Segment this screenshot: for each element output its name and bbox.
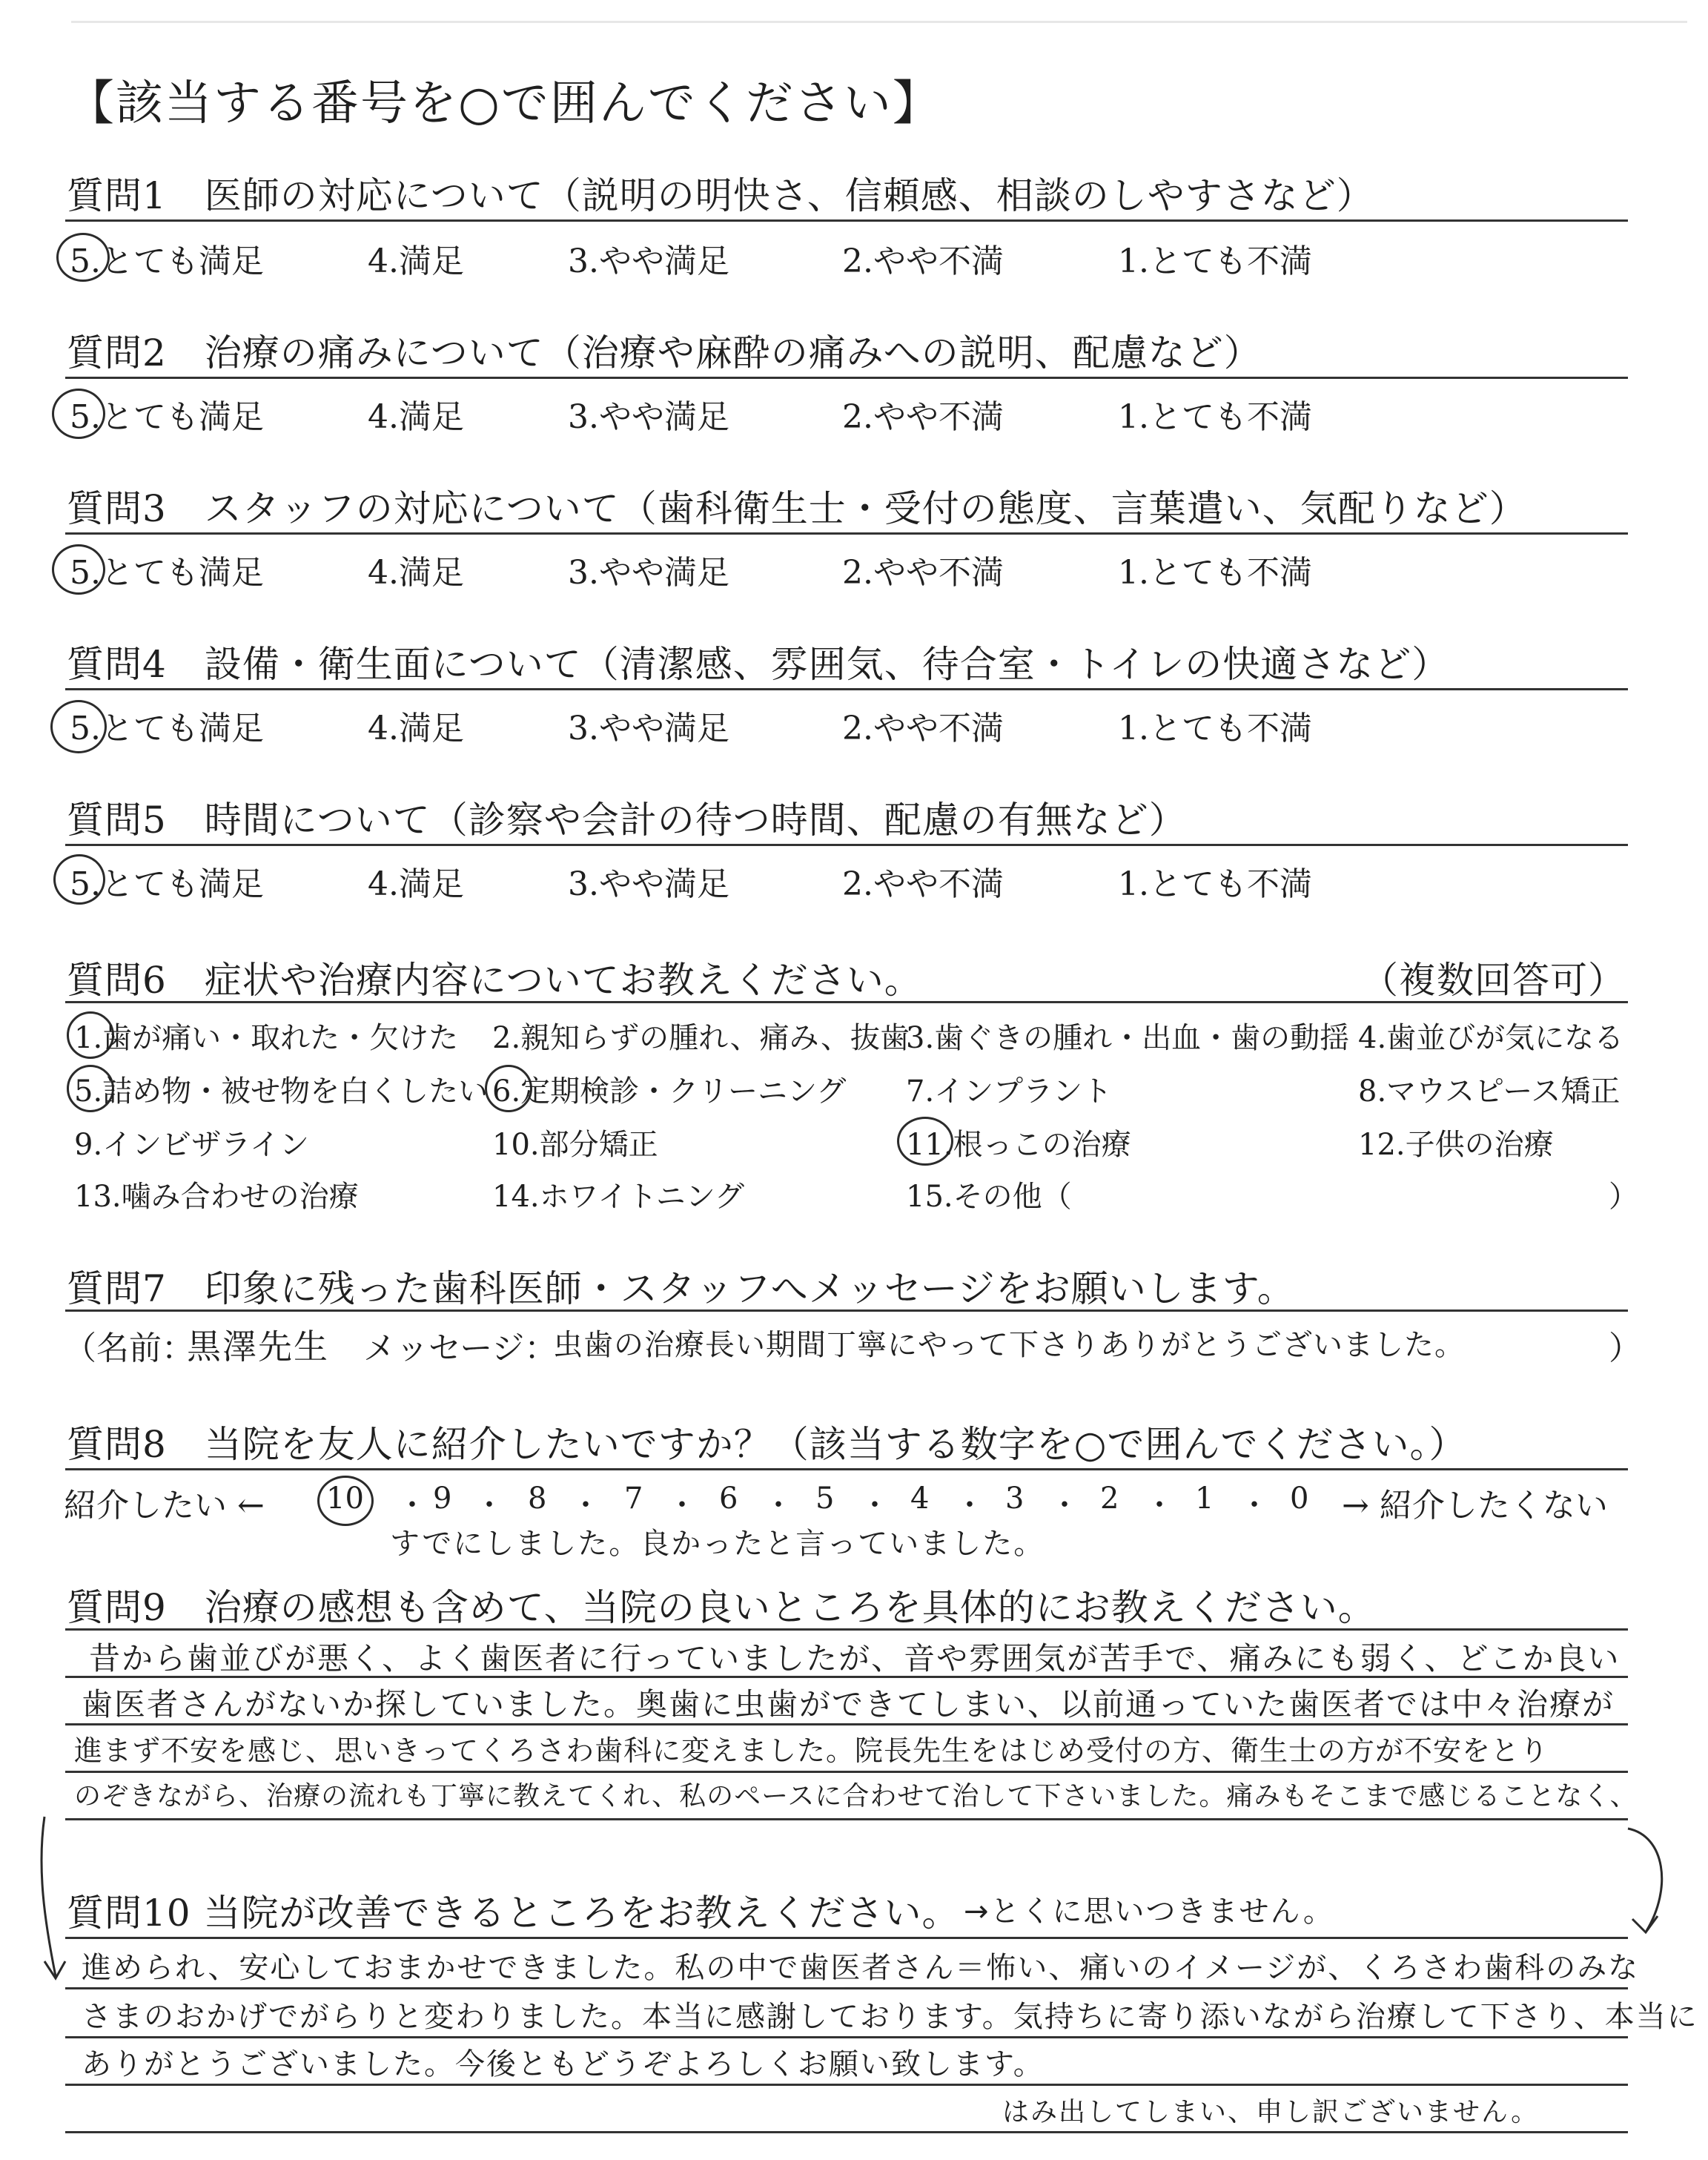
question-4-title: 質問4 設備・衛生面について（清潔感、雰囲気、待合室・トイレの快適さなど） [67, 643, 1450, 686]
question-2-rule [65, 377, 1628, 379]
question-2-title: 質問2 治療の痛みについて（治療や麻酔の痛みへの説明、配慮など） [67, 331, 1262, 374]
q7-close-paren: ） [1609, 1330, 1641, 1367]
continuation-arrow-right [1621, 1821, 1687, 1940]
q4-option-2[interactable]: 2.やや不満 [842, 710, 1004, 747]
q5-option-3[interactable]: 3.やや満足 [568, 865, 729, 903]
question-10-rule [65, 1937, 1628, 1939]
question-9-title: 質問9 治療の感想も含めて、当院の良いところを具体的にお教えください。 [67, 1586, 1376, 1629]
q6-option-9[interactable]: 9.インビザライン [74, 1128, 309, 1162]
q6-option-12[interactable]: 12.子供の治療 [1358, 1128, 1554, 1162]
question-3-title: 質問3 スタッフの対応について（歯科衛生士・受付の態度、言葉遣い、気配りなど） [67, 487, 1527, 530]
q4-option-4[interactable]: 4.満足 [368, 710, 464, 747]
q9-answer-line-1[interactable]: 昔から歯並びが悪く、よく歯医者に行っていましたが、音や雰囲気が苦手で、痛みにも弱く、どこか良い [89, 1640, 1621, 1677]
q8-scale-sep: ・ [397, 1488, 427, 1522]
q8-scale-8[interactable]: 8 [528, 1482, 547, 1516]
q5-option-5[interactable]: 5.とても満足 [70, 865, 264, 903]
q5-option-1[interactable]: 1.とても不満 [1118, 865, 1312, 903]
q9-continued-line-1[interactable]: 進められ、安心しておまかせできました。私の中で歯医者さん＝怖い、痛いのイメージが、くろさわ歯科のみな [82, 1951, 1640, 1985]
q8-scale-5[interactable]: 5 [815, 1482, 835, 1516]
q10-answer-rule [65, 2084, 1628, 2086]
q2-option-5[interactable]: 5.とても満足 [70, 398, 264, 436]
q8-scale-sep: ・ [1239, 1488, 1269, 1522]
q8-scale-3[interactable]: 3 [1005, 1482, 1025, 1516]
q1-option-1[interactable]: 1.とても不満 [1118, 242, 1312, 280]
q7-name-value[interactable]: 黒澤先生 [187, 1327, 329, 1367]
q9-continued-line-3[interactable]: ありがとうございました。今後ともどうぞよろしくお願い致します。 [82, 2047, 1045, 2081]
q1-option-2[interactable]: 2.やや不満 [842, 242, 1004, 280]
page-title: 【該当する番号を○で囲んでください】 [67, 76, 941, 131]
q6-option-2[interactable]: 2.親知らずの腫れ、痛み、抜歯 [492, 1021, 910, 1055]
q3-option-1[interactable]: 1.とても不満 [1118, 554, 1312, 592]
q8-scale-sep: ・ [571, 1488, 600, 1522]
q10-answer-rule [65, 2131, 1628, 2133]
q6-option-7[interactable]: 7.インプラント [906, 1074, 1113, 1109]
q10-answer[interactable]: →とくに思いつきません。 [964, 1895, 1334, 1929]
q9-answer-rule [65, 1818, 1628, 1820]
q3-option-5[interactable]: 5.とても満足 [70, 554, 264, 592]
q8-scale-sep: ・ [1050, 1488, 1079, 1522]
q8-scale-4[interactable]: 4 [910, 1482, 930, 1516]
q8-comment[interactable]: すでにしました。良かったと言っていました。 [390, 1527, 1045, 1561]
q4-option-1[interactable]: 1.とても不満 [1118, 710, 1312, 747]
q7-message-label: メッセージ： [363, 1330, 557, 1367]
q8-scale-6[interactable]: 6 [719, 1482, 738, 1516]
q9-answer-rule [65, 1771, 1628, 1773]
q9-answer-line-2[interactable]: 歯医者さんがないか探していました。奥歯に虫歯ができてしまい、以前通っていた歯医者では中々治療が [82, 1686, 1615, 1723]
question-8-title: 質問8 当院を友人に紹介したいですか？（該当する数字を○で囲んでください。） [67, 1423, 1467, 1466]
question-8-rule [65, 1468, 1628, 1470]
q6-option-6[interactable]: 6.定期検診・クリーニング [492, 1074, 847, 1109]
apology-note: はみ出してしまい、申し訳ございません。 [1002, 2097, 1540, 2127]
q4-option-3[interactable]: 3.やや満足 [568, 710, 729, 747]
q8-right-label: → 紹介したくない [1342, 1487, 1608, 1525]
question-1-rule [65, 219, 1628, 222]
q2-option-4[interactable]: 4.満足 [368, 398, 464, 436]
q5-option-4[interactable]: 4.満足 [368, 865, 464, 903]
q6-option-10[interactable]: 10.部分矯正 [492, 1128, 658, 1162]
q8-scale-sep: ・ [955, 1488, 984, 1522]
question-6-title: 質問6 症状や治療内容についてお教えください。 [67, 959, 922, 1002]
q3-option-4[interactable]: 4.満足 [368, 554, 464, 592]
q2-option-3[interactable]: 3.やや満足 [568, 398, 729, 436]
question-9-rule [65, 1628, 1628, 1631]
q8-scale-sep: ・ [667, 1488, 697, 1522]
q8-scale-sep: ・ [764, 1488, 793, 1522]
question-6-rule [65, 1001, 1628, 1003]
q1-option-4[interactable]: 4.満足 [368, 242, 464, 280]
q8-scale-9[interactable]: 9 [433, 1482, 452, 1516]
q6-other-close-paren: ） [1609, 1180, 1638, 1214]
q10-answer-rule [65, 1987, 1628, 1989]
q3-option-2[interactable]: 2.やや不満 [842, 554, 1004, 592]
q6-option-11[interactable]: 11.根っこの治療 [906, 1128, 1131, 1162]
q7-name-label: （名前： [64, 1330, 194, 1367]
q6-option-8[interactable]: 8.マウスピース矯正 [1358, 1074, 1621, 1109]
q8-scale-2[interactable]: 2 [1100, 1482, 1119, 1516]
q7-message-value[interactable]: 虫歯の治療長い期間丁寧にやって下さりありがとうございました。 [553, 1328, 1465, 1362]
q8-scale-7[interactable]: 7 [624, 1482, 643, 1516]
q2-option-1[interactable]: 1.とても不満 [1118, 398, 1312, 436]
q9-answer-rule [65, 1723, 1628, 1725]
q8-left-label: 紹介したい ← [64, 1487, 265, 1525]
q3-option-3[interactable]: 3.やや満足 [568, 554, 729, 592]
q8-scale-0[interactable]: 0 [1290, 1482, 1309, 1516]
q8-scale-10[interactable]: 10 [326, 1482, 364, 1516]
q6-option-14[interactable]: 14.ホワイトニング [492, 1180, 745, 1214]
q8-scale-sep: ・ [1145, 1488, 1174, 1522]
q9-answer-rule [65, 1676, 1628, 1678]
question-3-rule [65, 532, 1628, 535]
q6-option-4[interactable]: 4.歯並びが気になる [1358, 1021, 1624, 1055]
question-4-rule [65, 688, 1628, 690]
question-5-rule [65, 844, 1628, 846]
q5-option-2[interactable]: 2.やや不満 [842, 865, 1004, 903]
q6-option-1[interactable]: 1.歯が痛い・取れた・欠けた [74, 1021, 459, 1055]
question-7-title: 質問7 印象に残った歯科医師・スタッフへメッセージをお願いします。 [67, 1267, 1295, 1310]
q9-answer-line-4[interactable]: のぞきながら、治療の流れも丁寧に教えてくれ、私のペースに合わせて治して下さいました。痛みもそこまで感じることなく、 [74, 1781, 1638, 1811]
question-7-rule [65, 1309, 1628, 1312]
q9-answer-line-3[interactable]: 進まず不安を感じ、思いきってくろさわ歯科に変えました。院長先生をはじめ受付の方、衛生士の方が不安をとり [74, 1734, 1549, 1767]
q9-continued-line-2[interactable]: さまのおかげでがらりと変わりました。本当に感謝しております。気持ちに寄り添いながら治療して下さり、本当に [82, 2000, 1698, 2034]
q10-answer-rule [65, 2036, 1628, 2038]
q6-option-13[interactable]: 13.噛み合わせの治療 [74, 1180, 359, 1214]
q8-scale-sep: ・ [860, 1488, 890, 1522]
q6-option-5[interactable]: 5.詰め物・被せ物を白くしたい [74, 1074, 489, 1109]
question-10-title: 質問10 当院が改善できるところをお教えください。 [67, 1892, 960, 1935]
q8-scale-sep: ・ [474, 1488, 504, 1522]
question-6-note: （複数回答可） [1361, 959, 1626, 1002]
question-1-title: 質問1 医師の対応について（説明の明快さ、信頼感、相談のしやすさなど） [67, 174, 1374, 217]
q6-option-15[interactable]: 15.その他（ [906, 1180, 1072, 1214]
q8-scale-1[interactable]: 1 [1195, 1482, 1214, 1516]
question-5-title: 質問5 時間について（診察や会計の待つ時間、配慮の有無など） [67, 799, 1187, 842]
q1-option-5[interactable]: 5.とても満足 [70, 242, 264, 280]
q4-option-5[interactable]: 5.とても満足 [70, 710, 264, 747]
q2-option-2[interactable]: 2.やや不満 [842, 398, 1004, 436]
q1-option-3[interactable]: 3.やや満足 [568, 242, 729, 280]
q6-option-3[interactable]: 3.歯ぐきの腫れ・出血・歯の動揺 [906, 1021, 1350, 1055]
